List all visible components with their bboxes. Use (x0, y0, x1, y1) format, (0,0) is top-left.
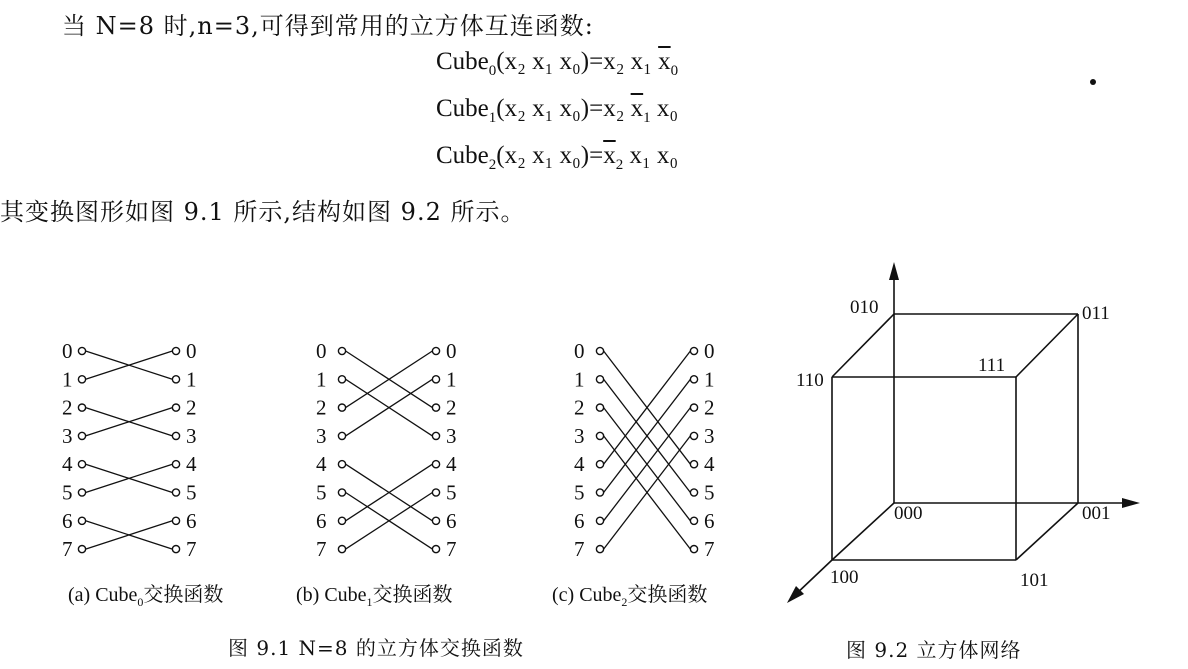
input-label: 1 (62, 367, 73, 392)
output-node (172, 432, 179, 439)
input-label: 2 (62, 395, 73, 420)
input-label: 4 (574, 452, 585, 477)
input-label: 4 (62, 452, 73, 477)
output-node (690, 546, 697, 553)
output-label: 4 (446, 452, 457, 477)
vertex-label-111: 111 (978, 355, 1006, 376)
output-node (432, 546, 439, 553)
output-label: 2 (704, 395, 715, 420)
vertex-label-101: 101 (1020, 570, 1049, 591)
output-node (690, 517, 697, 524)
caption-cube1: (b) Cube$_1$交换函数 (296, 584, 453, 609)
input-label: 1 (574, 367, 585, 392)
input-label: 5 (574, 480, 585, 505)
cube-edge (1016, 314, 1078, 377)
output-node (172, 489, 179, 496)
input-node (78, 347, 85, 354)
output-label: 7 (446, 537, 457, 562)
output-label: 5 (704, 480, 715, 505)
output-label: 2 (186, 395, 197, 420)
output-label: 6 (446, 508, 457, 533)
output-label: 0 (446, 339, 457, 363)
output-node (690, 489, 697, 496)
output-label: 1 (186, 367, 197, 392)
output-node (690, 376, 697, 383)
output-label: 7 (704, 537, 715, 562)
input-label: 7 (574, 537, 585, 562)
input-node (78, 376, 85, 383)
output-node (432, 517, 439, 524)
z-axis-arrow (889, 262, 899, 280)
input-node (78, 404, 85, 411)
output-label: 3 (704, 423, 715, 448)
input-node (78, 432, 85, 439)
input-node (338, 376, 345, 383)
vertex-label-110: 110 (796, 370, 824, 391)
input-node (338, 489, 345, 496)
input-label: 7 (62, 537, 73, 562)
output-label: 6 (704, 508, 715, 533)
input-node (78, 517, 85, 524)
output-node (172, 461, 179, 468)
input-node (338, 432, 345, 439)
output-node (432, 376, 439, 383)
input-label: 7 (316, 537, 327, 562)
output-node (432, 461, 439, 468)
vertex-label-011: 011 (1082, 303, 1110, 324)
output-label: 5 (446, 480, 457, 505)
input-node (596, 404, 603, 411)
input-node (596, 546, 603, 553)
body-text: 其变换图形如图 9.1 所示,结构如图 9.2 所示。 (0, 198, 526, 226)
input-node (78, 489, 85, 496)
cube-edge (1016, 503, 1078, 560)
input-node (338, 546, 345, 553)
caption-cube0: (a) Cube$_0$交换函数 (68, 584, 224, 609)
input-label: 0 (574, 339, 585, 363)
output-node (690, 432, 697, 439)
input-label: 1 (316, 367, 327, 392)
output-label: 0 (704, 339, 715, 363)
input-label: 2 (316, 395, 327, 420)
output-label: 3 (186, 423, 197, 448)
output-node (172, 517, 179, 524)
output-label: 6 (186, 508, 197, 533)
cube2-formula: Cube$_2$(x₂ x₁ $x_0)=\overline{x}_2$ x₁ x₀ (436, 142, 679, 173)
output-node (690, 404, 697, 411)
input-node (338, 347, 345, 354)
figure-9-2-title: 图 9.2 立方体网络 (846, 638, 1022, 662)
input-node (596, 347, 603, 354)
output-label: 1 (446, 367, 457, 392)
output-node (432, 347, 439, 354)
output-label: 2 (446, 395, 457, 420)
output-node (172, 376, 179, 383)
input-label: 6 (574, 508, 585, 533)
input-label: 3 (62, 423, 73, 448)
output-label: 4 (704, 452, 715, 477)
input-label: 6 (62, 508, 73, 533)
output-node (172, 546, 179, 553)
vertex-label-010: 010 (850, 297, 879, 318)
caption-cube2: (c) Cube$_2$交换函数 (552, 584, 708, 609)
input-node (596, 432, 603, 439)
input-node (338, 461, 345, 468)
output-node (172, 347, 179, 354)
figure-9-1 (62, 339, 715, 561)
cube1-formula: Cube$_1$(x₂ x₁ x₀)=x₂ $\overline{x}_1$ x₀ (436, 95, 679, 126)
vertex-label-100: 100 (830, 567, 859, 588)
cube0-formula: Cube$_0$(x₂ x₁ x₀)=x₂ x₁ $\overline{x}_0$ (436, 48, 679, 79)
input-label: 3 (574, 423, 585, 448)
figure-9-1-title: 图 9.1 N=8 的立方体交换函数 (228, 636, 524, 660)
x-axis-arrow (1122, 498, 1140, 508)
intro-text: 当 N=8 时,n=3,可得到常用的立方体互连函数: (62, 12, 594, 40)
output-node (690, 347, 697, 354)
output-label: 3 (446, 423, 457, 448)
input-node (596, 517, 603, 524)
input-label: 2 (574, 395, 585, 420)
output-node (690, 461, 697, 468)
input-node (78, 461, 85, 468)
input-node (596, 376, 603, 383)
input-label: 6 (316, 508, 327, 533)
vertex-label-001: 001 (1082, 503, 1111, 524)
figure-9-2 (787, 262, 1140, 603)
cube-edge (832, 314, 894, 377)
output-node (432, 489, 439, 496)
input-label: 4 (316, 452, 327, 477)
speck-mark (1090, 79, 1096, 85)
output-label: 0 (186, 339, 197, 363)
input-label: 0 (62, 339, 73, 363)
input-node (596, 461, 603, 468)
input-label: 3 (316, 423, 327, 448)
output-label: 7 (186, 537, 197, 562)
output-label: 4 (186, 452, 197, 477)
input-node (596, 489, 603, 496)
output-node (172, 404, 179, 411)
input-node (338, 404, 345, 411)
input-label: 5 (62, 480, 73, 505)
input-label: 0 (316, 339, 327, 363)
vertex-label-000: 000 (894, 503, 923, 524)
cube-edge (832, 503, 894, 560)
input-node (78, 546, 85, 553)
input-node (338, 517, 345, 524)
output-label: 1 (704, 367, 715, 392)
output-node (432, 404, 439, 411)
output-label: 5 (186, 480, 197, 505)
input-label: 5 (316, 480, 327, 505)
output-node (432, 432, 439, 439)
